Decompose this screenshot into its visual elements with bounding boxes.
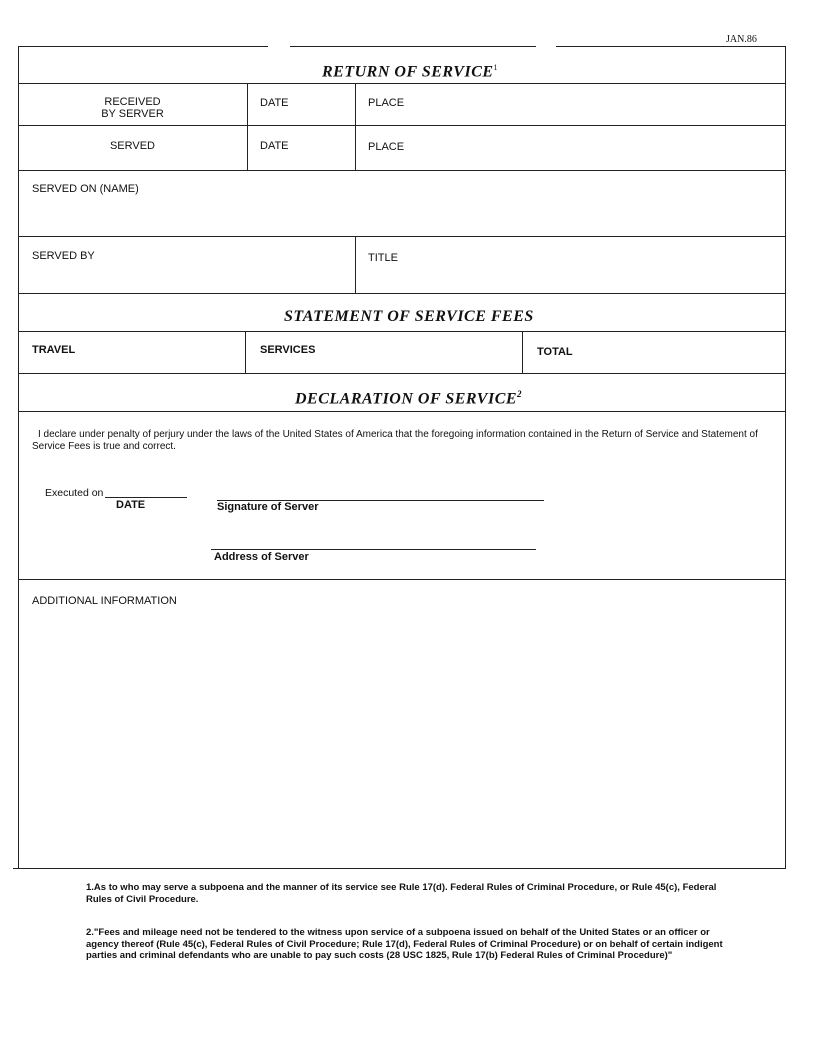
address-caption: Address of Server (214, 551, 309, 563)
divider-declaration-title (18, 411, 785, 412)
footnote-2: 2."Fees and mileage need not be tendered to the witness upon service of a subpoena issued on behalf of the United States or an officer or agency thereof (Rule 45(c), Federal Rules of Civil Procedure; Rule 17(d), Federal Rules of Criminal Procedure) or on behalf of certain indigent parties and criminal defendants who are unable to pay such costs (28 USC 1825, Rule 17(b) Federal Rules of Criminal Procedure)" (86, 927, 723, 961)
served-date-field[interactable]: DATE (260, 140, 289, 152)
declaration-statement: I declare under penalty of perjury under the laws of the United States of America that the foregoing information contained in the Return of Service and Statement of Service Fees is true and correct. (32, 429, 758, 452)
top-rule-middle (290, 46, 536, 47)
divider-received (18, 125, 785, 126)
form-code: JAN.86 (726, 34, 757, 45)
divider-fees-title (18, 331, 785, 332)
col-sep-fees-2 (522, 331, 523, 373)
received-line2: BY SERVER (101, 108, 164, 120)
received-place-field[interactable]: PLACE (368, 97, 405, 109)
travel-field[interactable]: TRAVEL (32, 344, 76, 356)
fees-title: STATEMENT OF SERVICE FEES (284, 308, 534, 325)
top-rule-right (556, 46, 786, 47)
additional-information-field[interactable]: ADDITIONAL INFORMATION (32, 595, 177, 607)
served-label: SERVED (109, 140, 156, 152)
served-by-field[interactable]: SERVED BY (32, 250, 95, 262)
top-rule-left (18, 46, 268, 47)
divider-served (18, 170, 785, 171)
col-sep-2-upper (355, 83, 356, 170)
received-date-field[interactable]: DATE (260, 97, 289, 109)
form-border-bottom (13, 868, 786, 869)
executed-date-line[interactable] (105, 497, 187, 498)
title-field[interactable]: TITLE (368, 252, 398, 264)
return-of-service-title-text: RETURN OF SERVICE (322, 63, 494, 81)
footnote-1: 1.As to who may serve a subpoena and the manner of its service see Rule 17(d). Federal Rules of Criminal Procedure, or Rule 45(c), Federal Rules of Civil Procedure. (86, 882, 717, 905)
served-on-name-field[interactable]: SERVED ON (NAME) (32, 183, 139, 195)
total-field[interactable]: TOTAL (537, 346, 573, 358)
served-place-field[interactable]: PLACE (368, 141, 405, 153)
declaration-title-text: DECLARATION OF SERVICE (295, 390, 518, 408)
divider-served-by (18, 293, 785, 294)
return-of-service-title (322, 63, 498, 81)
received-by-server-label (18, 96, 247, 120)
services-field[interactable]: SERVICES (260, 344, 316, 356)
col-sep-1-upper (247, 83, 248, 170)
col-sep-fees-1 (245, 331, 246, 373)
declaration-title (295, 389, 522, 408)
signature-caption: Signature of Server (217, 501, 319, 513)
executed-on-label: Executed on (45, 487, 104, 499)
divider-declaration (18, 579, 785, 580)
divider-fees (18, 373, 785, 374)
footnote-mark-2: 2 (517, 389, 523, 399)
received-line1: RECEIVED (104, 96, 161, 108)
divider-after-title (18, 83, 785, 84)
footnote-mark-1: 1 (493, 63, 499, 72)
col-sep-served-by (355, 236, 356, 293)
address-line[interactable] (211, 549, 536, 550)
divider-served-on (18, 236, 785, 237)
date-caption: DATE (116, 499, 146, 511)
form-border-right (785, 46, 786, 868)
